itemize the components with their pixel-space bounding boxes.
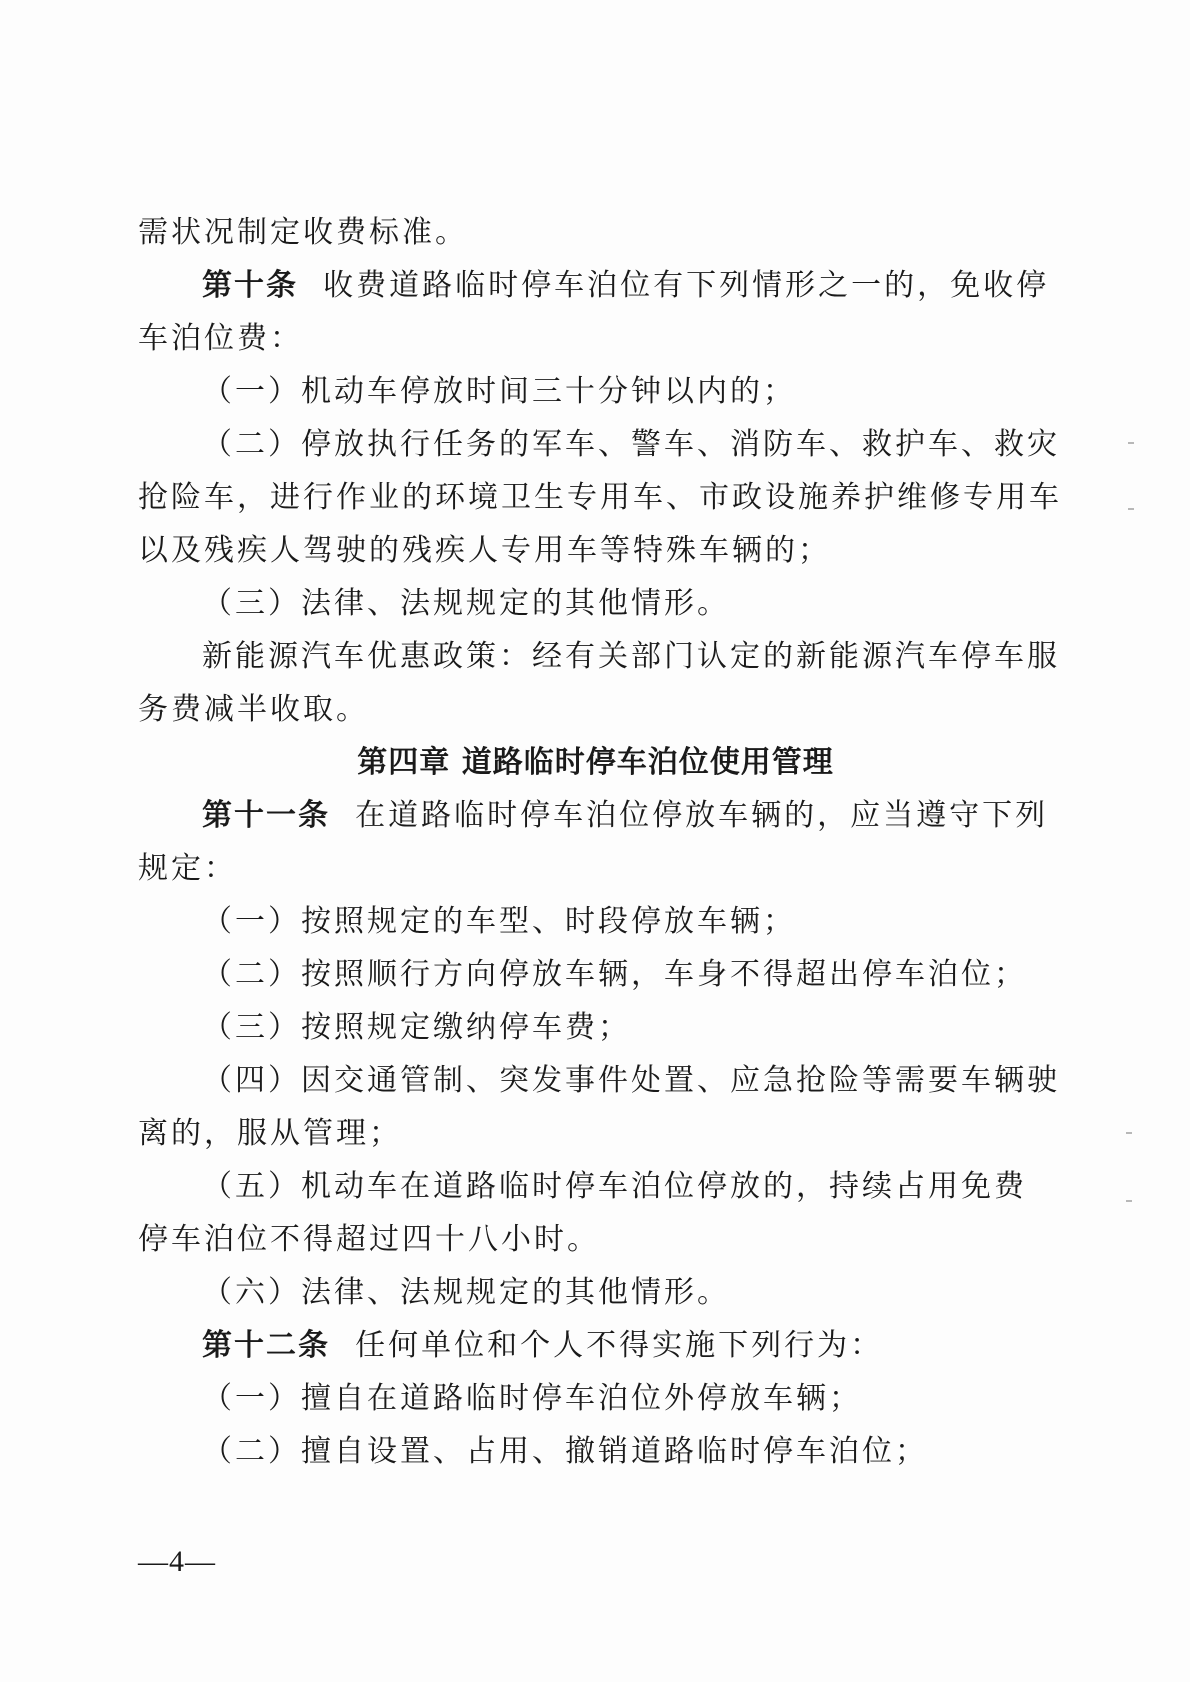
text-line: 离的，服从管理； [138,1116,402,1151]
text-line: 新能源汽车优惠政策：经有关部门认定的新能源汽车停车服 [202,639,1060,674]
article-10-text: 收费道路临时停车泊位有下列情形之一的，免收停 [323,268,1050,303]
list-item: （二）擅自设置、占用、撤销道路临时停车泊位； [202,1434,928,1469]
article-10-heading: 第十条 [202,268,298,303]
text-line: 务费减半收取。 [138,692,369,727]
list-item: （三）按照规定缴纳停车费； [202,1010,631,1045]
document-body [138,206,1062,1478]
scan-speck [1128,508,1134,510]
article-11-line-1 [138,789,1049,842]
article-12-heading: 第十二条 [202,1328,330,1363]
text-line: 规定： [138,851,237,886]
list-item: （一）按照规定的车型、时段停放车辆； [202,904,796,939]
article-11-text: 在道路临时停车泊位停放车辆的，应当遵守下列 [355,798,1049,833]
article-12-line-1 [138,1319,1023,1372]
list-item: （六）法律、法规规定的其他情形。 [202,1275,730,1310]
article-10-line-1 [138,259,1050,312]
list-item: （二）按照顺行方向停放车辆，车身不得超出停车泊位； [202,957,1027,992]
text-line: 停车泊位不得超过四十八小时。 [138,1222,600,1257]
article-11-heading: 第十一条 [202,798,330,833]
scan-speck [1128,442,1134,444]
scan-speck [1126,1200,1132,1202]
list-item: （四）因交通管制、突发事件处置、应急抢险等需要车辆驶 [202,1063,1060,1098]
text-line: 抢险车，进行作业的环境卫生专用车、市政设施养护维修专用车 [138,480,1062,515]
text-line: 需状况制定收费标准。 [138,215,468,250]
chapter-heading: 第四章 道路临时停车泊位使用管理 [357,745,834,780]
text-line: 车泊位费： [138,321,303,356]
list-item: （一）机动车停放时间三十分钟以内的； [202,374,796,409]
list-item: （二）停放执行任务的军车、警车、消防车、救护车、救灾 [202,427,1060,462]
page-number: —4— [138,1545,216,1578]
scan-speck [1126,1132,1132,1134]
article-12-text: 任何单位和个人不得实施下列行为： [355,1328,884,1363]
text-line: 以及残疾人驾驶的残疾人专用车等特殊车辆的； [138,533,831,568]
list-item: （五）机动车在道路临时停车泊位停放的，持续占用免费 [202,1169,1027,1204]
list-item: （一）擅自在道路临时停车泊位外停放车辆； [202,1381,862,1416]
list-item: （三）法律、法规规定的其他情形。 [202,586,730,621]
